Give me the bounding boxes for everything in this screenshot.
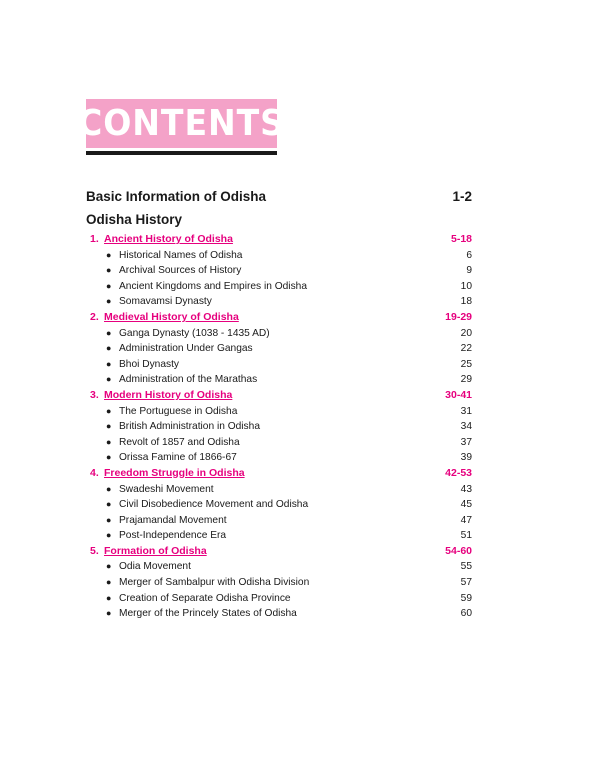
toc-item[interactable] — [86, 575, 472, 591]
contents-header — [78, 99, 285, 155]
toc-item[interactable] — [86, 404, 472, 420]
toc-entry-pages: 1-2 — [452, 189, 472, 204]
bullet-icon: ● — [106, 249, 112, 260]
bullet-icon: ● — [106, 514, 112, 525]
toc-item[interactable] — [86, 606, 472, 622]
toc-item[interactable] — [86, 497, 472, 513]
toc-item-page: 31 — [460, 405, 472, 417]
chapter-heading-3[interactable] — [86, 388, 472, 404]
bullet-icon: ● — [106, 327, 112, 338]
toc-item-title: Somavamsi Dynasty — [119, 296, 212, 308]
bullet-icon: ● — [106, 530, 112, 541]
toc-item[interactable] — [86, 279, 472, 295]
toc-item[interactable] — [86, 263, 472, 279]
toc-item-title: Post-Independence Era — [119, 530, 227, 542]
bullet-icon: ● — [106, 421, 112, 432]
toc-item[interactable] — [86, 326, 472, 342]
chapter-list — [86, 232, 472, 622]
toc-item-page: 6 — [466, 249, 472, 261]
toc-item-title: Administration of the Marathas — [119, 374, 258, 386]
bullet-icon: ● — [106, 592, 112, 603]
toc-item[interactable] — [86, 357, 472, 373]
bullet-icon: ● — [106, 343, 112, 354]
toc-item-title: Bhoi Dynasty — [119, 358, 180, 370]
chapter-number: 2. — [90, 310, 99, 323]
toc-item-title: British Administration in Odisha — [119, 421, 260, 433]
toc-item[interactable] — [86, 248, 472, 264]
toc-item-page: 18 — [460, 296, 472, 308]
toc-item-title: Ancient Kingdoms and Empires in Odisha — [119, 280, 308, 292]
toc-item-page: 37 — [460, 436, 472, 448]
chapter-title: Medieval History of Odisha — [104, 310, 239, 323]
chapter-number: 4. — [90, 466, 99, 479]
toc-item-page: 43 — [460, 483, 472, 495]
contents-banner — [78, 99, 285, 148]
toc-item-title: Revolt of 1857 and Odisha — [119, 436, 240, 448]
chapter-pages: 5-18 — [450, 233, 472, 245]
toc-item-page: 51 — [460, 530, 472, 542]
toc-item[interactable] — [86, 341, 472, 357]
toc-item-title: Merger of the Princely States of Odisha — [119, 608, 297, 620]
toc-item-page: 20 — [460, 327, 472, 339]
toc-item-title: Merger of Sambalpur with Odisha Division — [119, 577, 310, 589]
toc-item-title: Administration Under Gangas — [119, 343, 253, 355]
bullet-icon: ● — [106, 608, 112, 619]
chapter-title: Ancient History of Odisha — [104, 233, 233, 245]
toc-item-page: 25 — [460, 358, 472, 370]
toc-item-page: 22 — [460, 343, 472, 355]
toc-item-title: Orissa Famine of 1866-67 — [119, 452, 237, 464]
chapter-title: Modern History of Odisha — [104, 388, 233, 401]
toc-item[interactable] — [86, 294, 472, 310]
toc-item-title: Archival Sources of History — [119, 265, 242, 277]
toc-item-page: 34 — [460, 421, 472, 433]
toc-item-page: 39 — [460, 452, 472, 464]
bullet-icon: ● — [106, 358, 112, 369]
bullet-icon: ● — [106, 561, 112, 572]
toc-item[interactable] — [86, 419, 472, 435]
toc-item-page: 29 — [460, 374, 472, 386]
chapter-title: Formation of Odisha — [104, 544, 207, 557]
chapter-number: 1. — [90, 233, 99, 245]
bullet-icon: ● — [106, 483, 112, 494]
toc-item[interactable] — [86, 513, 472, 529]
toc-item[interactable] — [86, 435, 472, 451]
toc-item-title: Swadeshi Movement — [119, 483, 214, 495]
toc-item-page: 10 — [460, 280, 472, 292]
chapter-title: Freedom Struggle in Odisha — [104, 466, 245, 479]
toc-item-title: Creation of Separate Odisha Province — [119, 592, 291, 604]
bullet-icon: ● — [106, 499, 112, 510]
chapter-pages: 54-60 — [445, 544, 472, 557]
header-underline — [86, 151, 277, 155]
toc-entry-title: Basic Information of Odisha — [86, 189, 267, 204]
bullet-icon: ● — [106, 405, 112, 416]
bullet-icon: ● — [106, 280, 112, 291]
chapter-number: 5. — [90, 544, 99, 557]
toc-item-title: Prajamandal Movement — [119, 514, 227, 526]
chapter-heading-4[interactable] — [86, 466, 472, 482]
toc-item[interactable] — [86, 559, 472, 575]
table-of-contents — [86, 186, 472, 622]
toc-item[interactable] — [86, 482, 472, 498]
chapter-number: 3. — [90, 388, 99, 401]
section-heading: Odisha History — [86, 212, 183, 227]
toc-item-title: The Portuguese in Odisha — [119, 405, 238, 417]
bullet-icon: ● — [106, 265, 112, 276]
toc-item-page: 55 — [460, 561, 472, 573]
toc-item-page: 59 — [460, 592, 472, 604]
toc-item-page: 57 — [460, 577, 472, 589]
toc-item[interactable] — [86, 591, 472, 607]
toc-item[interactable] — [86, 528, 472, 544]
toc-item-title: Historical Names of Odisha — [119, 249, 243, 261]
toc-item-title: Civil Disobedience Movement and Odisha — [119, 499, 309, 511]
toc-item-page: 45 — [460, 499, 472, 511]
chapter-pages: 19-29 — [445, 310, 472, 323]
toc-item-page: 47 — [460, 514, 472, 526]
toc-item[interactable] — [86, 372, 472, 388]
toc-entry-basic[interactable] — [86, 186, 472, 208]
bullet-icon: ● — [106, 296, 112, 307]
toc-item-title: Ganga Dynasty (1038 - 1435 AD) — [119, 327, 270, 339]
chapter-pages: 30-41 — [445, 388, 472, 401]
chapter-heading-2[interactable] — [86, 310, 472, 326]
toc-item-page: 60 — [460, 608, 472, 620]
chapter-heading-5[interactable] — [86, 544, 472, 560]
bullet-icon: ● — [106, 436, 112, 447]
page-title: CONTENTS — [78, 102, 285, 144]
bullet-icon: ● — [106, 577, 112, 588]
bullet-icon: ● — [106, 452, 112, 463]
chapter-pages: 42-53 — [445, 466, 472, 479]
toc-item-title: Odia Movement — [119, 561, 191, 573]
toc-item-page: 9 — [466, 265, 472, 277]
bullet-icon: ● — [106, 374, 112, 385]
toc-item[interactable] — [86, 450, 472, 466]
chapter-heading-1[interactable] — [86, 232, 472, 248]
